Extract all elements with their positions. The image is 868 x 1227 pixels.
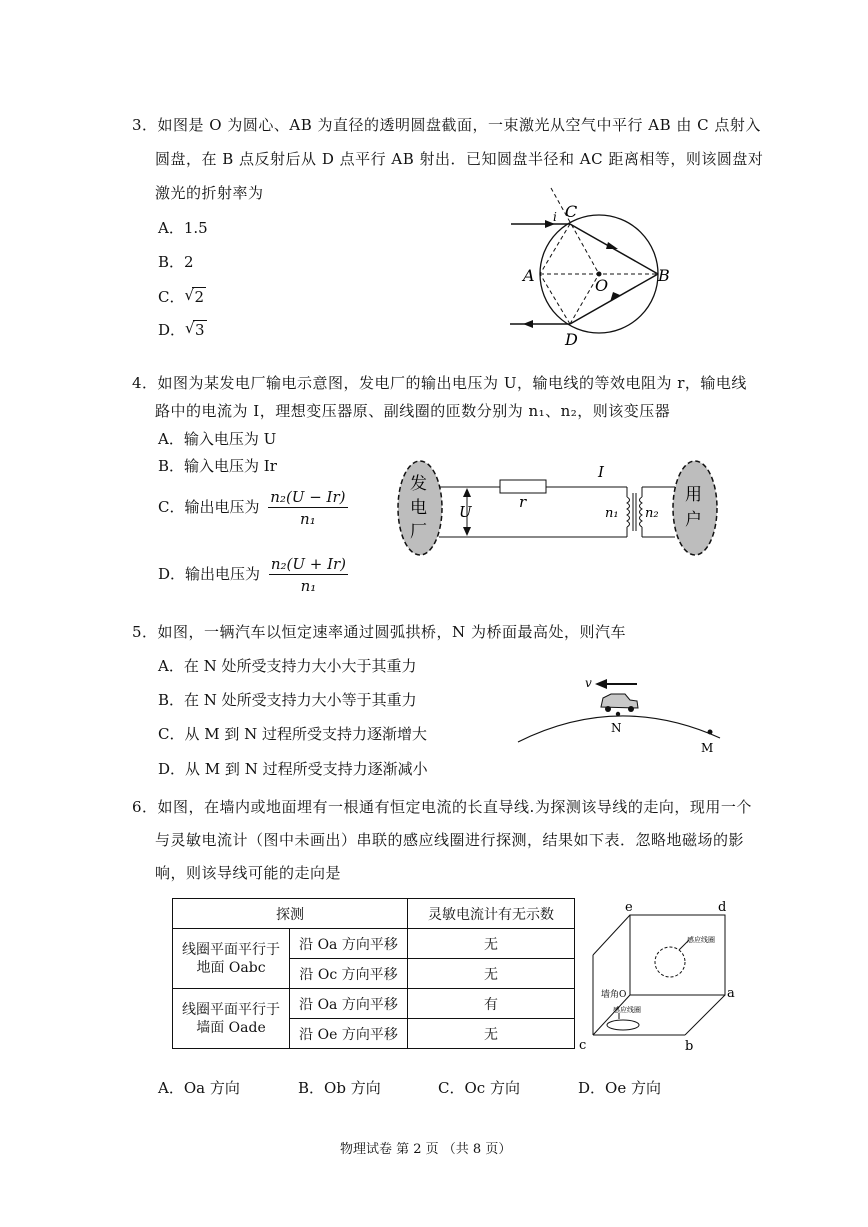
svg-text:c: c [579, 1038, 587, 1053]
q4-option-d: D．输出电压为 $\frac{\text{n₂(U + Ir)}}{\text{n₁}}$ [158, 555, 347, 595]
label-i: i [553, 210, 557, 224]
svg-text:感应线圈: 感应线圈 [613, 1006, 641, 1014]
q5-option-a: A．在 N 处所受支持力大小大于其重力 [158, 657, 417, 675]
sqrt-2: √ 2 [184, 286, 205, 306]
q3-option-c: C． √ 2 [158, 286, 205, 306]
svg-text:N: N [611, 721, 622, 735]
fraction-d: $\frac{\text{n₂(U + Ir)}}{\text{n₁}}$ [270, 555, 347, 595]
table-cell: 无 [408, 929, 575, 959]
svg-text:d: d [718, 900, 727, 915]
q4-option-c: C．输出电压为 $\frac{\text{n₂(U − Ir)}}{\text{n₁}}$ [158, 488, 346, 528]
resistor-r [500, 480, 546, 493]
q6-line-1: 6．如图，在墙内或地面埋有一根通有恒定电流的长直导线.为探测该导线的走向，现用一个 [132, 798, 752, 816]
table-group-label: 线圈平面平行于 地面 Oabc [173, 929, 290, 989]
q5-option-c: C．从 M 到 N 过程所受支持力逐渐增大 [158, 725, 428, 743]
svg-text:n₂: n₂ [645, 506, 659, 521]
q5-option-d: D．从 M 到 N 过程所受支持力逐渐减小 [158, 760, 428, 778]
label-o: O [595, 276, 609, 295]
svg-text:e: e [625, 900, 633, 915]
svg-text:I: I [598, 463, 604, 481]
q3-option-b: B．2 [158, 253, 194, 271]
q6-cube-figure [575, 897, 745, 1057]
svg-text:a: a [727, 986, 735, 1001]
table-cell: 无 [408, 959, 575, 989]
svg-text:电: 电 [410, 498, 427, 518]
sqrt-3: √ 3 [185, 319, 205, 339]
table-group-label: 线圈平面平行于 墙面 Oade [173, 989, 290, 1049]
label-a: A [523, 266, 535, 285]
svg-text:户: 户 [685, 510, 702, 530]
svg-text:厂: 厂 [410, 522, 427, 542]
user-ellipse [673, 461, 717, 555]
q4-line-2: 路中的电流为 I，理想变压器原、副线圈的匝数分别为 n₁、n₂，则该变压器 [155, 402, 671, 420]
label-c: C [565, 202, 578, 221]
svg-text:墙角O: 墙角O [601, 990, 627, 1000]
q6-option-a: A．Oa 方向 [158, 1079, 240, 1097]
table-cell: 沿 Oa 方向平移 [290, 989, 408, 1019]
svg-text:b: b [685, 1039, 694, 1054]
svg-text:发: 发 [410, 474, 427, 494]
svg-text:v: v [585, 676, 592, 690]
table-header-probe: 探测 [173, 899, 408, 929]
fraction-c: $\frac{\text{n₂(U − Ir)}}{\text{n₁}}$ [270, 488, 346, 528]
table-cell: 有 [408, 989, 575, 1019]
label-b: B [658, 266, 670, 285]
q4-transmission-figure [395, 455, 725, 565]
page-footer: 物理试卷 第 2 页 （共 8 页） [340, 1142, 512, 1157]
probe-results-table [172, 898, 575, 1049]
q3-circle-figure [505, 185, 680, 350]
q4-option-b: B．输入电压为 Ir [158, 457, 277, 475]
svg-text:用: 用 [685, 485, 702, 505]
table-cell: 无 [408, 1019, 575, 1049]
q3-option-a: A．1.5 [158, 219, 208, 237]
q6-option-c: C．Oc 方向 [438, 1079, 520, 1097]
q5-option-b: B．在 N 处所受支持力大小等于其重力 [158, 691, 417, 709]
q5-line-1: 5．如图，一辆汽车以恒定速率通过圆弧拱桥，N 为桥面最高处，则汽车 [132, 623, 626, 641]
svg-text:r: r [519, 493, 527, 511]
q3-line-1: 3．如图是 O 为圆心、AB 为直径的透明圆盘截面，一束激光从空气中平行 AB 由 C 点射入 [132, 116, 761, 134]
svg-text:n₁: n₁ [605, 506, 619, 521]
q3-option-d: D． √ 3 [158, 319, 205, 339]
svg-text:U: U [459, 503, 472, 521]
q6-option-d: D．Oe 方向 [578, 1079, 661, 1097]
q4-line-1: 4．如图为某发电厂输电示意图，发电厂的输出电压为 U，输电线的等效电阻为 r，输电线 [132, 374, 747, 392]
svg-text:感应线圈: 感应线圈 [687, 936, 715, 944]
svg-text:M: M [701, 741, 714, 755]
q5-bridge-figure [515, 670, 730, 760]
q6-option-b: B．Ob 方向 [298, 1079, 381, 1097]
table-header-meter: 灵敏电流计有无示数 [408, 899, 575, 929]
q3-line-3: 激光的折射率为 [155, 184, 264, 202]
q4-option-a: A．输入电压为 U [158, 430, 277, 448]
table-cell: 沿 Oc 方向平移 [290, 959, 408, 989]
label-d: D [565, 330, 578, 349]
q3-line-2: 圆盘，在 B 点反射后从 D 点平行 AB 射出．已知圆盘半径和 AC 距离相等，则该圆盘对 [155, 150, 764, 168]
table-cell: 沿 Oe 方向平移 [290, 1019, 408, 1049]
q6-line-2: 与灵敏电流计（图中未画出）串联的感应线圈进行探测，结果如下表．忽略地磁场的影 [155, 831, 745, 849]
table-cell: 沿 Oa 方向平移 [290, 929, 408, 959]
q6-line-3: 响，则该导线可能的走向是 [155, 864, 342, 882]
